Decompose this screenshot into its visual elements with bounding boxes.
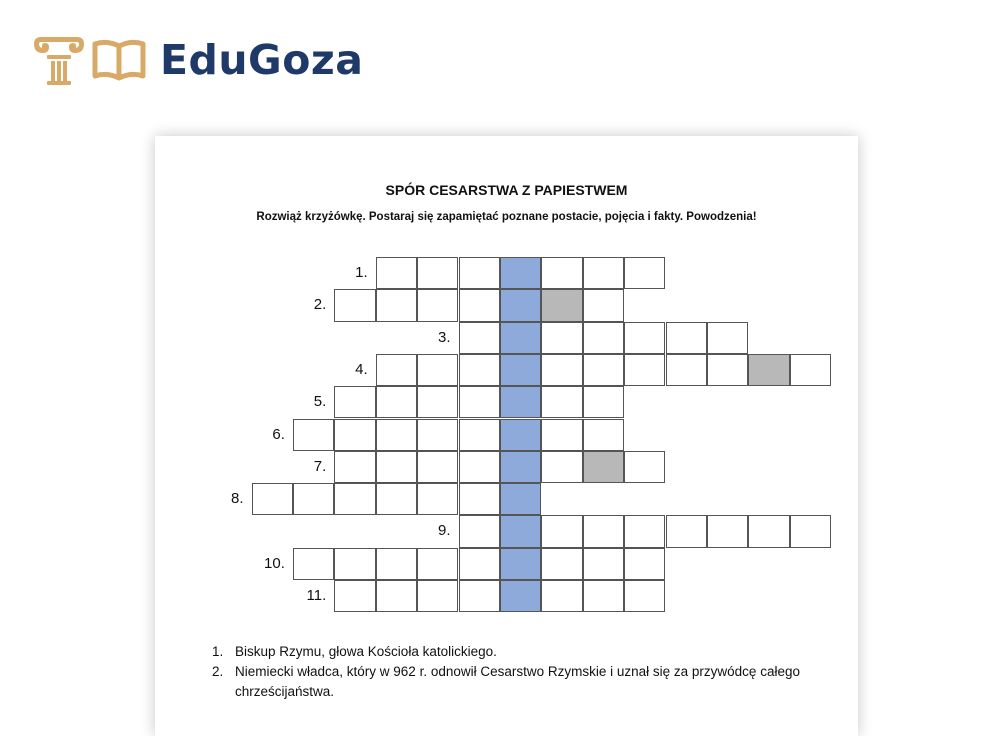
- crossword-key-cell[interactable]: [500, 515, 541, 547]
- crossword-cell[interactable]: [541, 322, 582, 354]
- crossword-cell[interactable]: [624, 580, 665, 612]
- crossword-key-cell[interactable]: [500, 548, 541, 580]
- crossword-key-cell[interactable]: [500, 386, 541, 418]
- crossword-cell[interactable]: [252, 483, 293, 515]
- crossword-cell[interactable]: [583, 289, 624, 321]
- crossword-cell[interactable]: [459, 354, 500, 386]
- crossword-cell[interactable]: [459, 580, 500, 612]
- crossword-cell[interactable]: [376, 386, 417, 418]
- crossword-cell[interactable]: [541, 386, 582, 418]
- crossword-cell[interactable]: [459, 322, 500, 354]
- crossword-cell[interactable]: [790, 515, 831, 547]
- crossword-cell[interactable]: [417, 548, 458, 580]
- crossword-cell[interactable]: [583, 354, 624, 386]
- edugoza-logo[interactable]: [32, 34, 363, 86]
- crossword-shaded-cell[interactable]: [748, 354, 789, 386]
- crossword-cell[interactable]: [541, 419, 582, 451]
- row-number-label: 7.: [313, 457, 327, 475]
- clue-item: [212, 642, 812, 662]
- brand-name: EduGoza: [160, 36, 364, 84]
- row-number-label: 4.: [355, 360, 368, 378]
- crossword-cell[interactable]: [334, 580, 375, 612]
- clue-item: [212, 662, 812, 702]
- crossword-cell[interactable]: [376, 257, 417, 289]
- crossword-key-cell[interactable]: [500, 451, 541, 483]
- crossword-cell[interactable]: [748, 515, 789, 547]
- crossword-cell[interactable]: [541, 515, 582, 547]
- crossword-cell[interactable]: [459, 289, 500, 321]
- crossword-cell[interactable]: [541, 548, 582, 580]
- crossword-cell[interactable]: [293, 483, 334, 515]
- crossword-cell[interactable]: [583, 419, 624, 451]
- crossword-cell[interactable]: [334, 386, 375, 418]
- crossword-cell[interactable]: [293, 548, 334, 580]
- crossword-key-cell[interactable]: [500, 289, 541, 321]
- crossword-cell[interactable]: [334, 451, 375, 483]
- crossword-key-cell[interactable]: [500, 483, 541, 515]
- crossword-cell[interactable]: [583, 580, 624, 612]
- clue-number: 2.: [212, 664, 224, 679]
- crossword-cell[interactable]: [376, 354, 417, 386]
- row-number-label: 1.: [355, 264, 368, 281]
- clue-list: [212, 642, 812, 702]
- crossword-cell[interactable]: [417, 580, 458, 612]
- crossword-cell[interactable]: [541, 580, 582, 612]
- crossword-key-cell[interactable]: [500, 419, 541, 451]
- crossword-cell[interactable]: [293, 419, 334, 451]
- crossword-cell[interactable]: [417, 386, 458, 418]
- row-number-label: 9.: [437, 522, 451, 540]
- worksheet-title: SPÓR CESARSTWA Z PAPIESTWEM: [385, 182, 628, 198]
- crossword-cell[interactable]: [707, 322, 748, 354]
- crossword-cell[interactable]: [417, 257, 458, 289]
- crossword-cell[interactable]: [376, 548, 417, 580]
- crossword-cell[interactable]: [666, 322, 707, 354]
- crossword-shaded-cell[interactable]: [583, 451, 624, 483]
- row-number-label: 10.: [264, 554, 285, 572]
- worksheet-page: [155, 136, 858, 736]
- crossword-cell[interactable]: [417, 451, 458, 483]
- crossword-cell[interactable]: [417, 419, 458, 451]
- crossword-cell[interactable]: [334, 419, 375, 451]
- crossword-cell[interactable]: [459, 451, 500, 483]
- crossword-cell[interactable]: [376, 483, 417, 515]
- crossword-cell[interactable]: [624, 322, 665, 354]
- crossword-cell[interactable]: [707, 354, 748, 386]
- crossword-shaded-cell[interactable]: [541, 289, 582, 321]
- crossword-cell[interactable]: [417, 289, 458, 321]
- crossword-cell[interactable]: [376, 419, 417, 451]
- crossword-cell[interactable]: [376, 289, 417, 321]
- crossword-cell[interactable]: [334, 289, 375, 321]
- crossword-cell[interactable]: [459, 548, 500, 580]
- clue-text: Niemiecki władca, który w 962 r. odnowił Cesarstwo Rzymskie i uznał się za przywódcę całego chrześcijaństwa.: [235, 664, 800, 699]
- crossword-cell[interactable]: [624, 515, 665, 547]
- crossword-cell[interactable]: [459, 483, 500, 515]
- crossword-cell[interactable]: [334, 548, 375, 580]
- row-number-label: 5.: [313, 393, 327, 411]
- crossword-cell[interactable]: [583, 386, 624, 418]
- crossword-cell[interactable]: [624, 451, 665, 483]
- crossword-cell[interactable]: [459, 419, 500, 451]
- crossword-key-cell[interactable]: [500, 322, 541, 354]
- crossword-key-cell[interactable]: [500, 580, 541, 612]
- row-number-label: 11.: [306, 587, 327, 604]
- crossword-cell[interactable]: [334, 483, 375, 515]
- crossword-key-cell[interactable]: [500, 354, 541, 386]
- clue-number: 1.: [212, 644, 224, 659]
- crossword-cell[interactable]: [541, 451, 582, 483]
- crossword-cell[interactable]: [583, 548, 624, 580]
- crossword-cell[interactable]: [459, 515, 500, 547]
- row-number-label: 3.: [437, 328, 451, 346]
- crossword-cell[interactable]: [459, 257, 500, 289]
- crossword-cell[interactable]: [790, 354, 831, 386]
- crossword-cell[interactable]: [541, 257, 582, 289]
- crossword-cell[interactable]: [666, 354, 707, 386]
- row-number-label: 2.: [313, 296, 327, 314]
- crossword-cell[interactable]: [376, 451, 417, 483]
- crossword-cell[interactable]: [541, 354, 582, 386]
- crossword-cell[interactable]: [624, 257, 665, 289]
- crossword-cell[interactable]: [417, 354, 458, 386]
- crossword-cell[interactable]: [583, 257, 624, 289]
- crossword-key-cell[interactable]: [500, 257, 541, 289]
- crossword-cell[interactable]: [707, 515, 748, 547]
- logo-icon: [32, 34, 150, 86]
- crossword-cell[interactable]: [583, 322, 624, 354]
- row-number-label: 8.: [230, 490, 244, 508]
- crossword-cell[interactable]: [417, 483, 458, 515]
- crossword-cell[interactable]: [459, 386, 500, 418]
- row-number-label: 6.: [272, 425, 285, 443]
- crossword-cell[interactable]: [376, 580, 417, 612]
- worksheet-instruction: Rozwiąż krzyżówkę. Postaraj się zapamiętać poznane postacie, pojęcia i fakty. Powodzenia!: [256, 211, 757, 223]
- crossword-cell[interactable]: [624, 354, 665, 386]
- crossword-cell[interactable]: [624, 548, 665, 580]
- clue-text: Biskup Rzymu, głowa Kościoła katolickiego.: [235, 644, 497, 659]
- crossword-cell[interactable]: [666, 515, 707, 547]
- crossword-cell[interactable]: [583, 515, 624, 547]
